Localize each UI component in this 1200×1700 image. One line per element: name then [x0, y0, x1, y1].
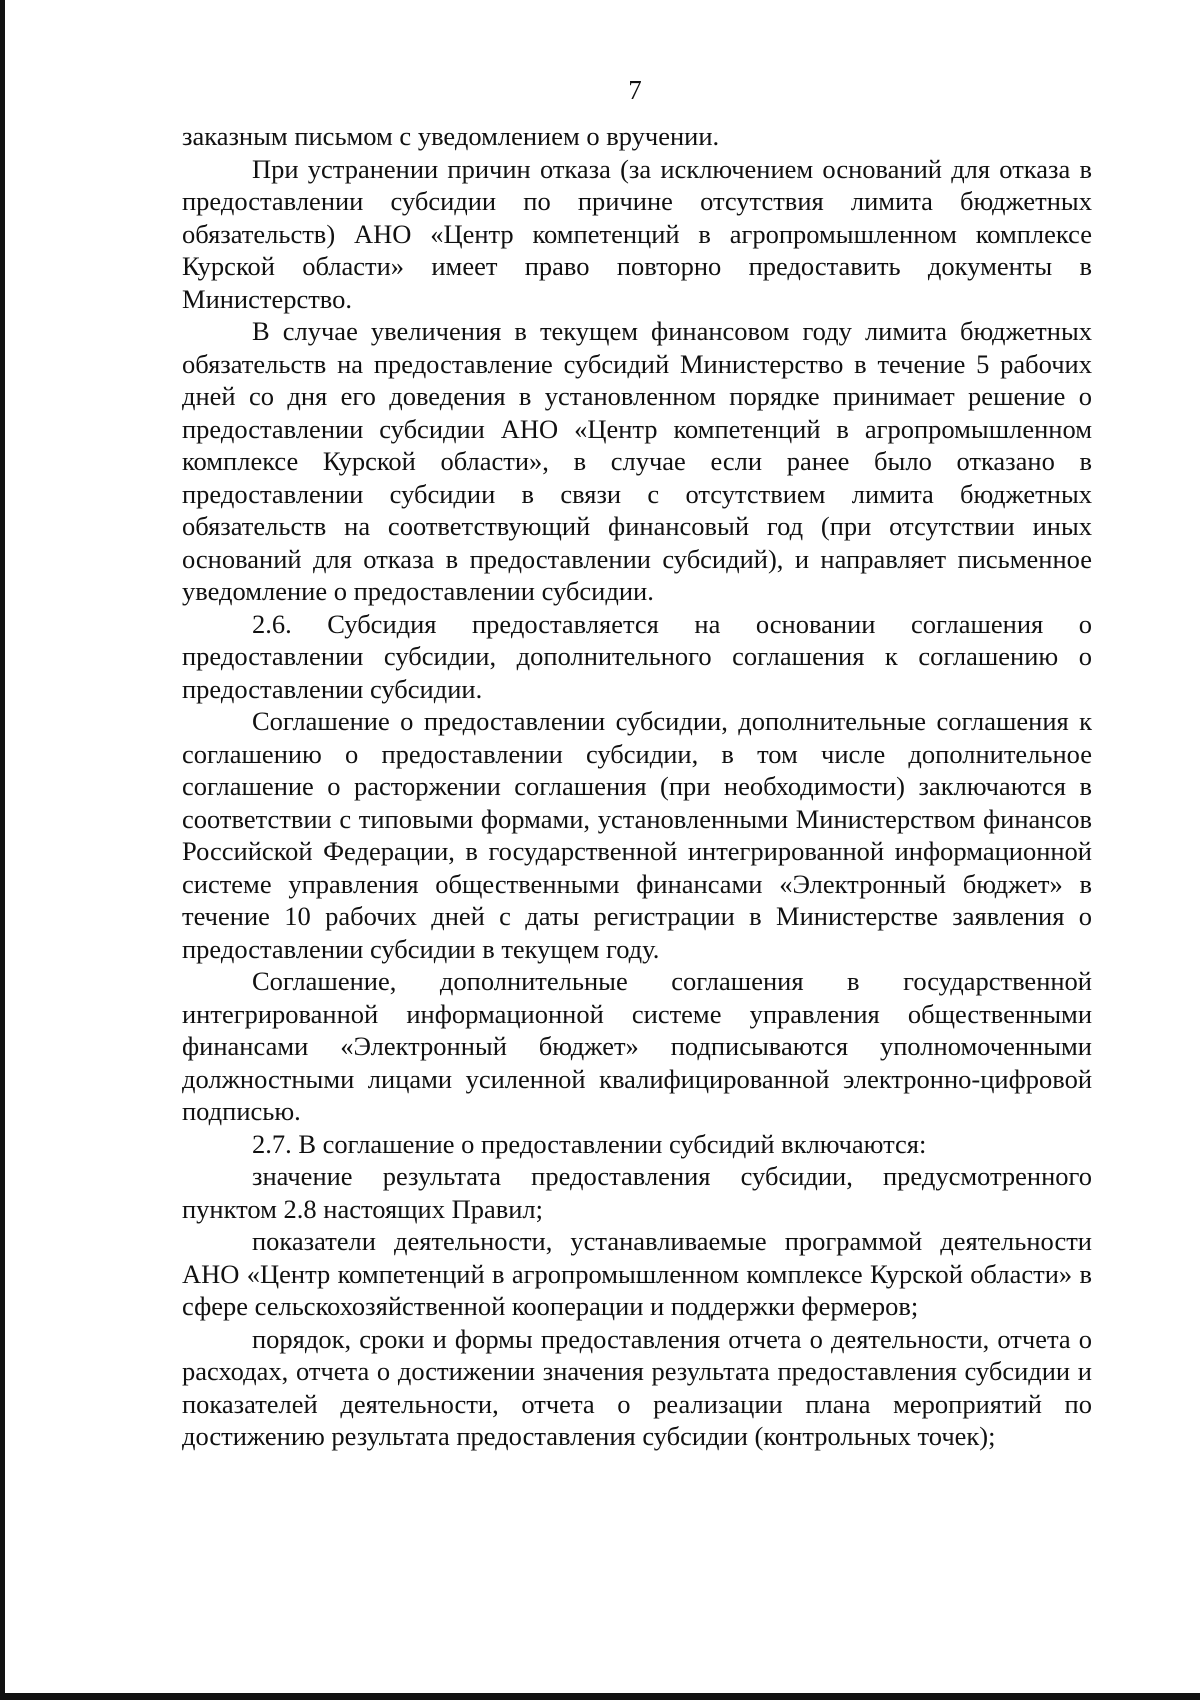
- paragraph-4: 2.6. Субсидия предоставляется на основании соглашения о предоставлении субсидии, дополнительного соглашения к соглашению о предоставлении субсидии.: [182, 608, 1092, 704]
- paragraph-6: Соглашение, дополнительные соглашения в государственной интегрированной информационной системе управления общественными финансами «Электронный бюджет» подписываются уполномоченными должностными лицами усиленной квалифицированной электронно-цифровой подписью.: [182, 966, 1092, 1126]
- paragraph-3: В случае увеличения в текущем финансовом году лимита бюджетных обязательств на предоставление субсидий Министерство в течение 5 рабочих дней со дня его доведения в установленном порядке принимает решение о предоставлении субсидии АНО «Центр компетенций в агропромышленном комплексе Курской области», в случае если ранее было отказано в предоставлении субсидии в связи с отсутствием лимита бюджетных обязательств на соответствующий финансовый год (при отсутствии иных оснований для отказа в предоставлении субсидий), и направляет письменное уведомление о предоставлении субсидии.: [182, 316, 1092, 606]
- document-body: [182, 120, 1092, 1453]
- page-number: 7: [628, 75, 642, 105]
- paragraph-9: показатели деятельности, устанавливаемые программой деятельности АНО «Центр компетенций в агропромышленном комплексе Курской области» в сфере сельскохозяйственной кооперации и поддержки фермеров;: [182, 1226, 1092, 1321]
- paragraph-10: порядок, сроки и формы предоставления отчета о деятельности, отчета о расходах, отчета о достижении значения результата предоставления субсидии и показателей деятельности, отчета о реализации плана мероприятий по достижению результата предоставления субсидии (контрольных точек);: [182, 1323, 1092, 1451]
- scan-edge-left: [0, 0, 5, 1700]
- paragraph-1: заказным письмом с уведомлением о вручении.: [182, 121, 720, 151]
- paragraph-5: Соглашение о предоставлении субсидии, дополнительные соглашения к соглашению о предоставлении субсидии, в том числе дополнительное соглашение о расторжении соглашения (при необходимости) заключаются в соответствии с типовыми формами, установленными Министерством финансов Российской Федерации, в государственной интегрированной информационной системе управления общественными финансами «Электронный бюджет» в течение 10 рабочих дней с даты регистрации в Министерстве заявления о предоставлении субсидии в текущем году.: [182, 706, 1092, 964]
- paragraph-8: значение результата предоставления субсидии, предусмотренного пунктом 2.8 настоящих Правил;: [182, 1161, 1092, 1224]
- paragraph-2: При устранении причин отказа (за исключением оснований для отказа в предоставлении субсидии по причине отсутствия лимита бюджетных обязательств) АНО «Центр компетенций в агропромышленном комплексе Курской области» имеет право повторно предоставить документы в Министерство.: [182, 153, 1092, 314]
- paragraph-7: 2.7. В соглашение о предоставлении субсидий включаются:: [252, 1128, 927, 1159]
- scan-edge-bottom: [0, 1693, 1200, 1700]
